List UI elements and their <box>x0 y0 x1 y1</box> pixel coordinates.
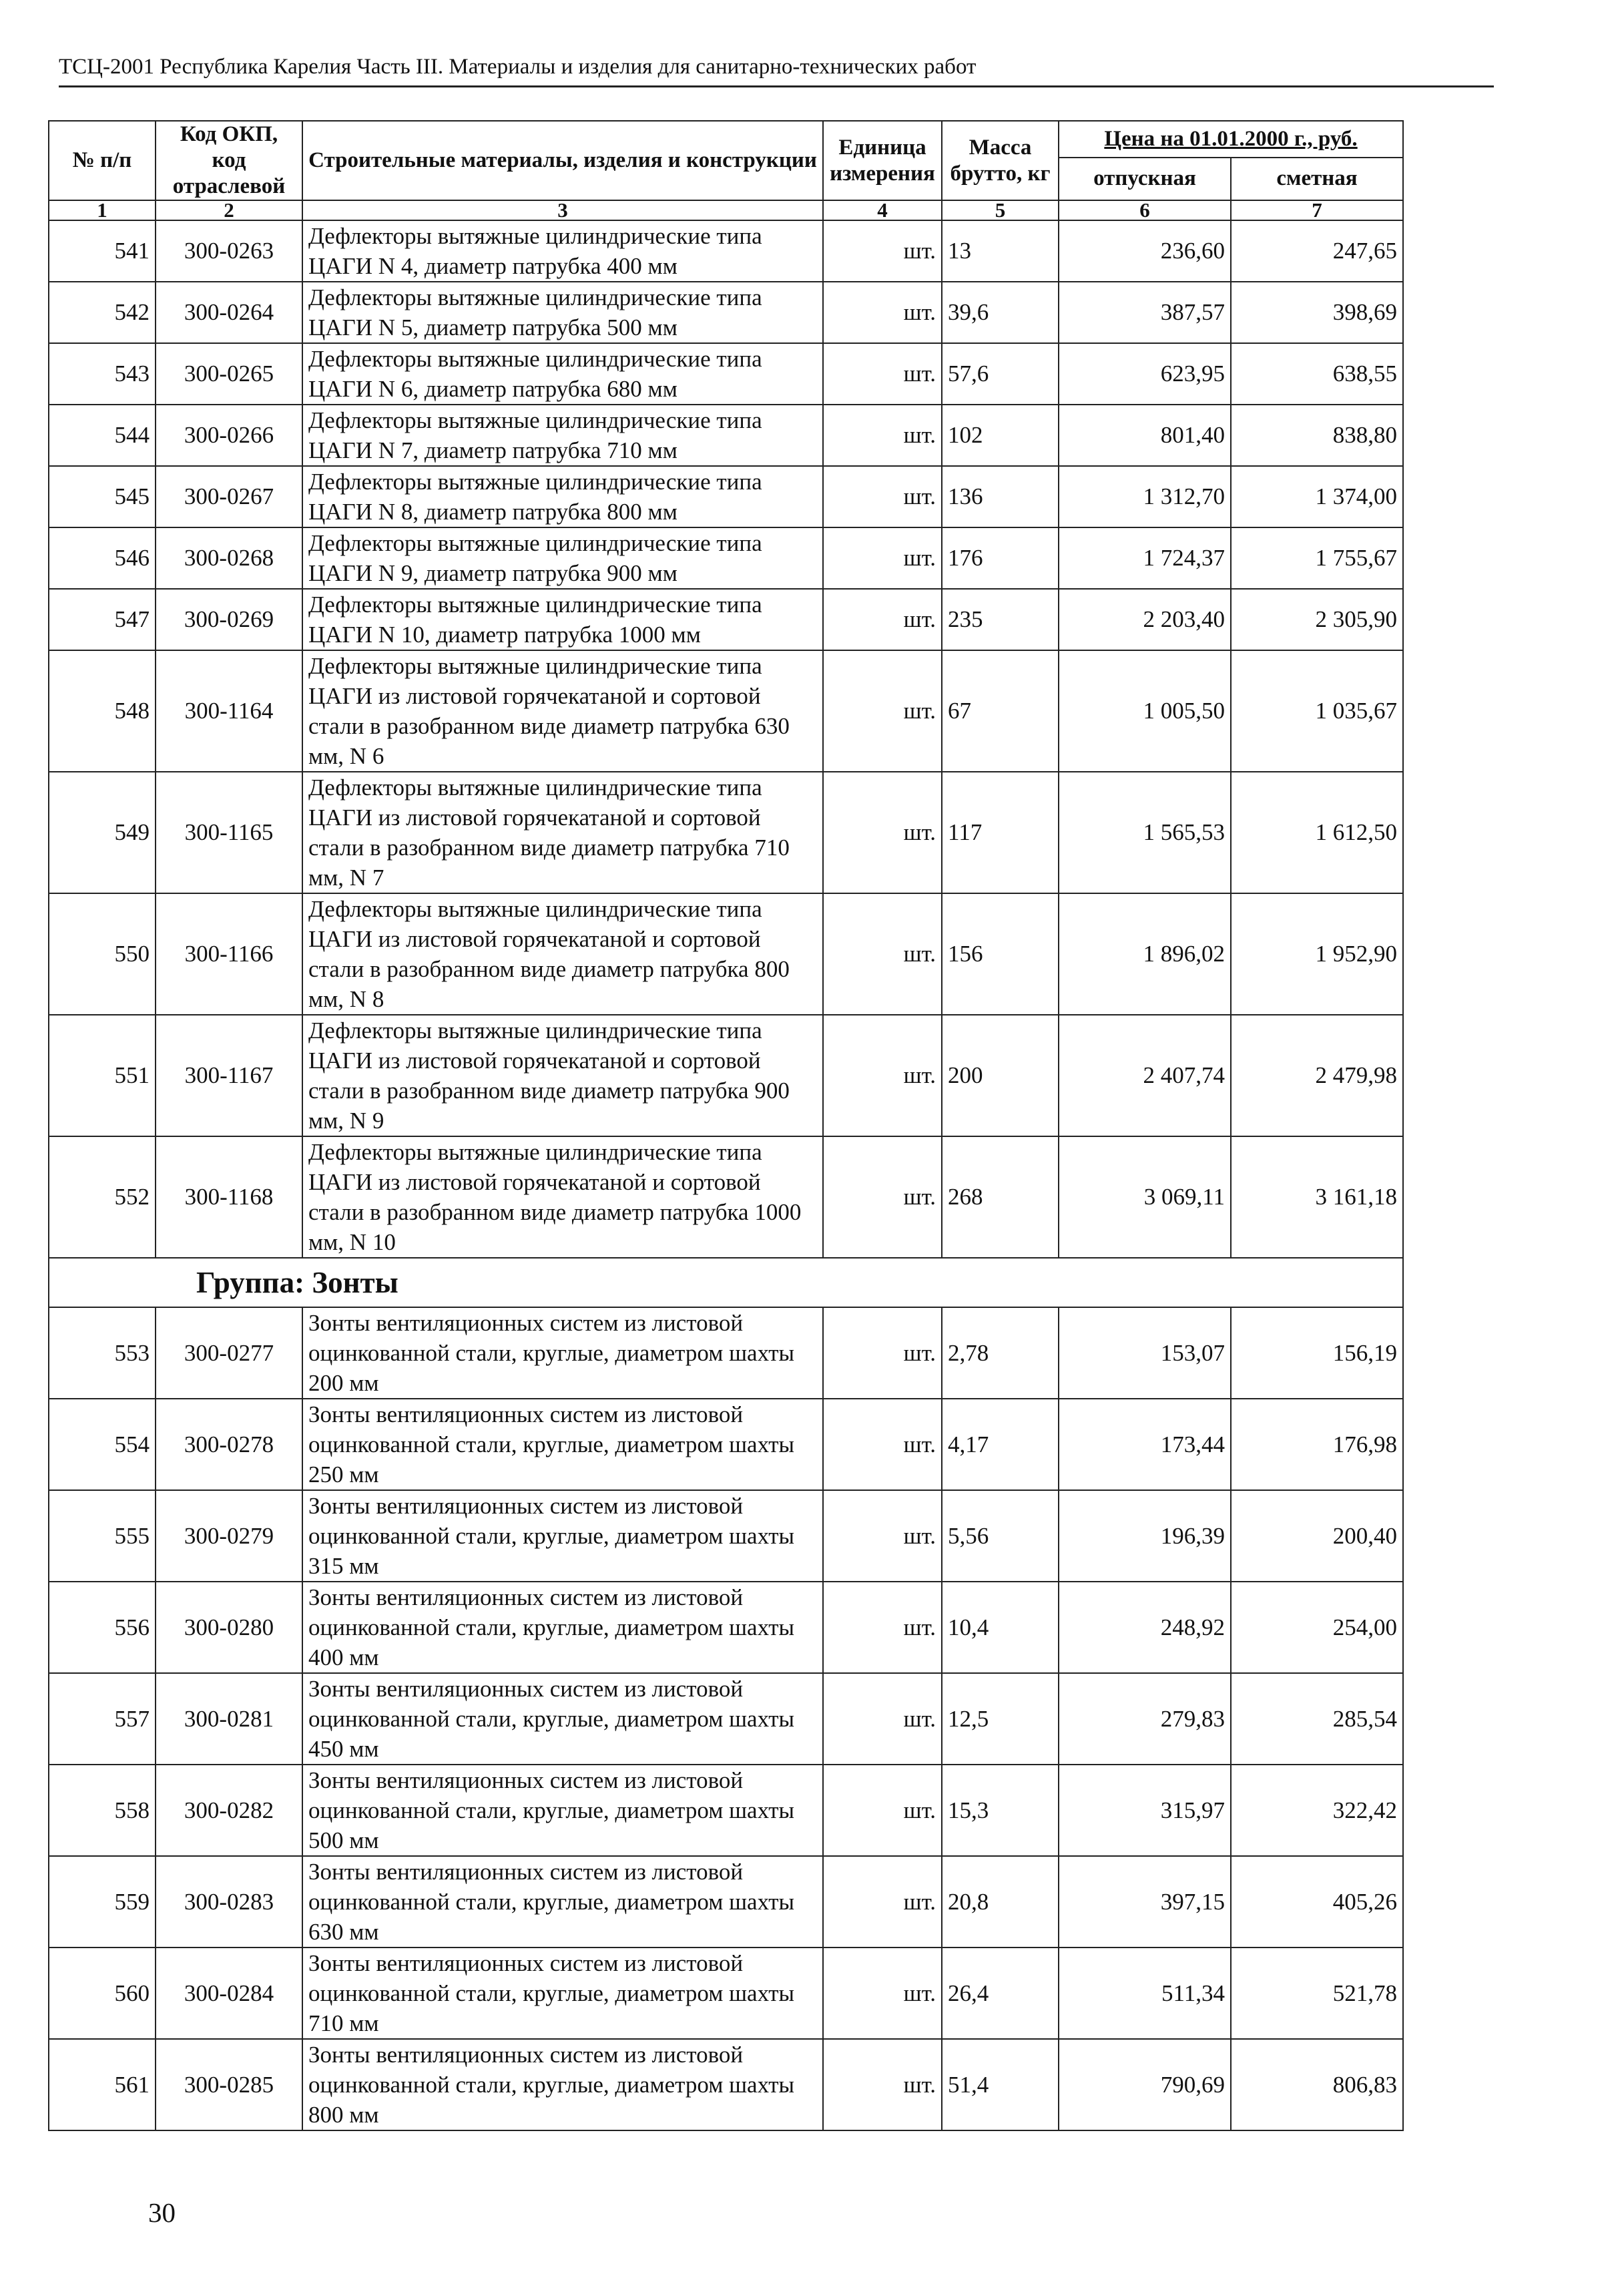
estimate-price: 285,54 <box>1231 1673 1403 1765</box>
gross-mass: 156 <box>942 893 1059 1015</box>
unit-of-measure: шт. <box>823 1948 942 2039</box>
gross-mass: 10,4 <box>942 1582 1059 1673</box>
price-table <box>48 120 1404 2131</box>
table-row <box>49 1399 1403 1490</box>
okp-code: 300-1165 <box>156 772 302 893</box>
okp-code: 300-0285 <box>156 2039 302 2130</box>
table-row <box>49 1948 1403 2039</box>
gross-mass: 268 <box>942 1136 1059 1258</box>
unit-of-measure: шт. <box>823 282 942 343</box>
row-number: 561 <box>49 2039 156 2130</box>
release-price: 623,95 <box>1059 343 1231 405</box>
table-row <box>49 527 1403 589</box>
gross-mass: 20,8 <box>942 1856 1059 1948</box>
item-description: Зонты вентиляционных систем из листовой оцинкованной стали, круглые, диаметром шахты 315 мм <box>302 1490 823 1582</box>
estimate-price: 247,65 <box>1231 220 1403 282</box>
column-number: 6 <box>1059 200 1231 220</box>
unit-of-measure: шт. <box>823 1399 942 1490</box>
table-row <box>49 1307 1403 1399</box>
column-number-row <box>49 200 1403 220</box>
unit-of-measure: шт. <box>823 405 942 466</box>
okp-code: 300-1166 <box>156 893 302 1015</box>
header-code: Код ОКП, код отраслевой <box>156 121 302 200</box>
unit-of-measure: шт. <box>823 1673 942 1765</box>
okp-code: 300-0263 <box>156 220 302 282</box>
unit-of-measure: шт. <box>823 1136 942 1258</box>
table-row <box>49 220 1403 282</box>
table-row <box>49 466 1403 527</box>
row-number: 555 <box>49 1490 156 1582</box>
column-number: 4 <box>823 200 942 220</box>
unit-of-measure: шт. <box>823 650 942 772</box>
row-number: 552 <box>49 1136 156 1258</box>
okp-code: 300-0269 <box>156 589 302 650</box>
item-description: Дефлекторы вытяжные цилиндрические типа ЦАГИ из листовой горячекатаной и сортовой стали в разобранном виде диаметр патрубка 1000 мм, N 10 <box>302 1136 823 1258</box>
table-body <box>49 121 1403 2130</box>
estimate-price: 2 305,90 <box>1231 589 1403 650</box>
item-description: Дефлекторы вытяжные цилиндрические типа ЦАГИ из листовой горячекатаной и сортовой стали в разобранном виде диаметр патрубка 800 мм, N 8 <box>302 893 823 1015</box>
unit-of-measure: шт. <box>823 1765 942 1856</box>
okp-code: 300-0278 <box>156 1399 302 1490</box>
okp-code: 300-1168 <box>156 1136 302 1258</box>
estimate-price: 322,42 <box>1231 1765 1403 1856</box>
release-price: 387,57 <box>1059 282 1231 343</box>
unit-of-measure: шт. <box>823 589 942 650</box>
okp-code: 300-0277 <box>156 1307 302 1399</box>
item-description: Дефлекторы вытяжные цилиндрические типа ЦАГИ N 6, диаметр патрубка 680 мм <box>302 343 823 405</box>
table-row <box>49 589 1403 650</box>
table-row <box>49 650 1403 772</box>
release-price: 1 896,02 <box>1059 893 1231 1015</box>
estimate-price: 156,19 <box>1231 1307 1403 1399</box>
gross-mass: 26,4 <box>942 1948 1059 2039</box>
release-price: 3 069,11 <box>1059 1136 1231 1258</box>
estimate-price: 806,83 <box>1231 2039 1403 2130</box>
estimate-price: 200,40 <box>1231 1490 1403 1582</box>
column-number: 3 <box>302 200 823 220</box>
item-description: Дефлекторы вытяжные цилиндрические типа ЦАГИ из листовой горячекатаной и сортовой стали в разобранном виде диаметр патрубка 710 мм, N 7 <box>302 772 823 893</box>
gross-mass: 200 <box>942 1015 1059 1136</box>
release-price: 1 565,53 <box>1059 772 1231 893</box>
item-description: Дефлекторы вытяжные цилиндрические типа ЦАГИ N 4, диаметр патрубка 400 мм <box>302 220 823 282</box>
table-row <box>49 1136 1403 1258</box>
item-description: Дефлекторы вытяжные цилиндрические типа ЦАГИ N 7, диаметр патрубка 710 мм <box>302 405 823 466</box>
estimate-price: 398,69 <box>1231 282 1403 343</box>
estimate-price: 521,78 <box>1231 1948 1403 2039</box>
okp-code: 300-1164 <box>156 650 302 772</box>
unit-of-measure: шт. <box>823 1582 942 1673</box>
item-description: Зонты вентиляционных систем из листовой оцинкованной стали, круглые, диаметром шахты 250 мм <box>302 1399 823 1490</box>
estimate-price: 1 035,67 <box>1231 650 1403 772</box>
row-number: 551 <box>49 1015 156 1136</box>
gross-mass: 67 <box>942 650 1059 772</box>
unit-of-measure: шт. <box>823 1015 942 1136</box>
estimate-price: 3 161,18 <box>1231 1136 1403 1258</box>
release-price: 1 312,70 <box>1059 466 1231 527</box>
row-number: 544 <box>49 405 156 466</box>
release-price: 279,83 <box>1059 1673 1231 1765</box>
estimate-price: 2 479,98 <box>1231 1015 1403 1136</box>
header-mass: Масса брутто, кг <box>942 121 1059 200</box>
okp-code: 300-0265 <box>156 343 302 405</box>
okp-code: 300-0282 <box>156 1765 302 1856</box>
table-row <box>49 405 1403 466</box>
table-row <box>49 2039 1403 2130</box>
table-row <box>49 1582 1403 1673</box>
page-number: 30 <box>148 2197 176 2228</box>
row-number: 550 <box>49 893 156 1015</box>
release-price: 2 203,40 <box>1059 589 1231 650</box>
estimate-price: 405,26 <box>1231 1856 1403 1948</box>
unit-of-measure: шт. <box>823 772 942 893</box>
estimate-price: 1 374,00 <box>1231 466 1403 527</box>
okp-code: 300-0283 <box>156 1856 302 1948</box>
okp-code: 300-0267 <box>156 466 302 527</box>
row-number: 543 <box>49 343 156 405</box>
header-price-estimate: сметная <box>1231 158 1403 200</box>
release-price: 1 005,50 <box>1059 650 1231 772</box>
release-price: 248,92 <box>1059 1582 1231 1673</box>
gross-mass: 57,6 <box>942 343 1059 405</box>
group-cell <box>49 1258 1403 1307</box>
table-header-row <box>49 121 1403 158</box>
unit-of-measure: шт. <box>823 1490 942 1582</box>
okp-code: 300-0264 <box>156 282 302 343</box>
row-number: 559 <box>49 1856 156 1948</box>
okp-code: 300-0280 <box>156 1582 302 1673</box>
table-row <box>49 1856 1403 1948</box>
release-price: 236,60 <box>1059 220 1231 282</box>
row-number: 549 <box>49 772 156 893</box>
release-price: 511,34 <box>1059 1948 1231 2039</box>
unit-of-measure: шт. <box>823 2039 942 2130</box>
item-description: Зонты вентиляционных систем из листовой оцинкованной стали, круглые, диаметром шахты 500 мм <box>302 1765 823 1856</box>
row-number: 554 <box>49 1399 156 1490</box>
item-description: Зонты вентиляционных систем из листовой оцинкованной стали, круглые, диаметром шахты 200 мм <box>302 1307 823 1399</box>
release-price: 1 724,37 <box>1059 527 1231 589</box>
row-number: 548 <box>49 650 156 772</box>
gross-mass: 136 <box>942 466 1059 527</box>
header-price-release: отпускная <box>1059 158 1231 200</box>
release-price: 790,69 <box>1059 2039 1231 2130</box>
header-unit: Единица измерения <box>823 121 942 200</box>
header-no: № п/п <box>49 121 156 200</box>
unit-of-measure: шт. <box>823 466 942 527</box>
unit-of-measure: шт. <box>823 527 942 589</box>
estimate-price: 1 952,90 <box>1231 893 1403 1015</box>
release-price: 315,97 <box>1059 1765 1231 1856</box>
unit-of-measure: шт. <box>823 1307 942 1399</box>
column-number: 1 <box>49 200 156 220</box>
release-price: 173,44 <box>1059 1399 1231 1490</box>
okp-code: 300-1167 <box>156 1015 302 1136</box>
header-price: Цена на 01.01.2000 г., руб. <box>1059 121 1403 158</box>
item-description: Дефлекторы вытяжные цилиндрические типа ЦАГИ N 8, диаметр патрубка 800 мм <box>302 466 823 527</box>
release-price: 2 407,74 <box>1059 1015 1231 1136</box>
column-number: 2 <box>156 200 302 220</box>
column-number: 5 <box>942 200 1059 220</box>
gross-mass: 4,17 <box>942 1399 1059 1490</box>
gross-mass: 39,6 <box>942 282 1059 343</box>
release-price: 196,39 <box>1059 1490 1231 1582</box>
okp-code: 300-0266 <box>156 405 302 466</box>
estimate-price: 1 612,50 <box>1231 772 1403 893</box>
gross-mass: 12,5 <box>942 1673 1059 1765</box>
gross-mass: 102 <box>942 405 1059 466</box>
item-description: Зонты вентиляционных систем из листовой оцинкованной стали, круглые, диаметром шахты 450 мм <box>302 1673 823 1765</box>
table-row <box>49 1015 1403 1136</box>
okp-code: 300-0281 <box>156 1673 302 1765</box>
estimate-price: 638,55 <box>1231 343 1403 405</box>
unit-of-measure: шт. <box>823 343 942 405</box>
gross-mass: 117 <box>942 772 1059 893</box>
release-price: 397,15 <box>1059 1856 1231 1948</box>
table-row <box>49 282 1403 343</box>
row-number: 558 <box>49 1765 156 1856</box>
okp-code: 300-0279 <box>156 1490 302 1582</box>
estimate-price: 254,00 <box>1231 1582 1403 1673</box>
gross-mass: 15,3 <box>942 1765 1059 1856</box>
estimate-price: 176,98 <box>1231 1399 1403 1490</box>
row-number: 546 <box>49 527 156 589</box>
table-row <box>49 1490 1403 1582</box>
release-price: 801,40 <box>1059 405 1231 466</box>
gross-mass: 51,4 <box>942 2039 1059 2130</box>
gross-mass: 13 <box>942 220 1059 282</box>
table-row <box>49 343 1403 405</box>
row-number: 556 <box>49 1582 156 1673</box>
row-number: 541 <box>49 220 156 282</box>
item-description: Зонты вентиляционных систем из листовой оцинкованной стали, круглые, диаметром шахты 710 мм <box>302 1948 823 2039</box>
row-number: 553 <box>49 1307 156 1399</box>
table-row <box>49 772 1403 893</box>
unit-of-measure: шт. <box>823 1856 942 1948</box>
row-number: 557 <box>49 1673 156 1765</box>
item-description: Дефлекторы вытяжные цилиндрические типа ЦАГИ N 5, диаметр патрубка 500 мм <box>302 282 823 343</box>
item-description: Зонты вентиляционных систем из листовой оцинкованной стали, круглые, диаметром шахты 630 мм <box>302 1856 823 1948</box>
gross-mass: 235 <box>942 589 1059 650</box>
unit-of-measure: шт. <box>823 220 942 282</box>
gross-mass: 2,78 <box>942 1307 1059 1399</box>
item-description: Дефлекторы вытяжные цилиндрические типа ЦАГИ N 9, диаметр патрубка 900 мм <box>302 527 823 589</box>
running-title: ТСЦ-2001 Республика Карелия Часть III. Материалы и изделия для санитарно-технических работ <box>59 51 1494 87</box>
row-number: 542 <box>49 282 156 343</box>
column-number: 7 <box>1231 200 1403 220</box>
item-description: Зонты вентиляционных систем из листовой оцинкованной стали, круглые, диаметром шахты 800 мм <box>302 2039 823 2130</box>
group-label: Группа: Зонты <box>196 1266 398 1299</box>
table-row <box>49 1673 1403 1765</box>
okp-code: 300-0284 <box>156 1948 302 2039</box>
row-number: 547 <box>49 589 156 650</box>
item-description: Дефлекторы вытяжные цилиндрические типа ЦАГИ из листовой горячекатаной и сортовой стали в разобранном виде диаметр патрубка 630 мм, N 6 <box>302 650 823 772</box>
item-description: Зонты вентиляционных систем из листовой оцинкованной стали, круглые, диаметром шахты 400 мм <box>302 1582 823 1673</box>
header-name: Строительные материалы, изделия и конструкции <box>302 121 823 200</box>
gross-mass: 5,56 <box>942 1490 1059 1582</box>
estimate-price: 1 755,67 <box>1231 527 1403 589</box>
row-number: 545 <box>49 466 156 527</box>
row-number: 560 <box>49 1948 156 2039</box>
release-price: 153,07 <box>1059 1307 1231 1399</box>
item-description: Дефлекторы вытяжные цилиндрические типа ЦАГИ N 10, диаметр патрубка 1000 мм <box>302 589 823 650</box>
group-row <box>49 1258 1403 1307</box>
okp-code: 300-0268 <box>156 527 302 589</box>
unit-of-measure: шт. <box>823 893 942 1015</box>
table-row <box>49 1765 1403 1856</box>
table-row <box>49 893 1403 1015</box>
item-description: Дефлекторы вытяжные цилиндрические типа ЦАГИ из листовой горячекатаной и сортовой стали в разобранном виде диаметр патрубка 900 мм, N 9 <box>302 1015 823 1136</box>
estimate-price: 838,80 <box>1231 405 1403 466</box>
gross-mass: 176 <box>942 527 1059 589</box>
